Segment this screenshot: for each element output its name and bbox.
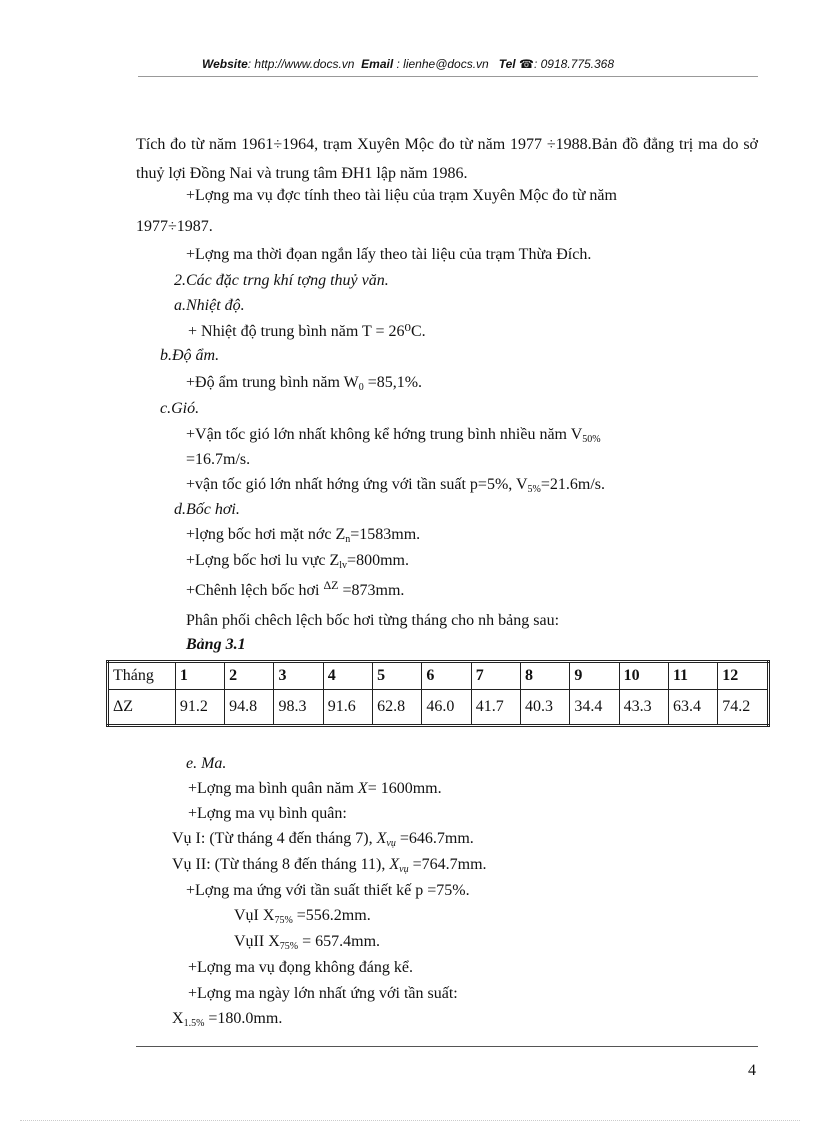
rain-line-1 [188, 779, 442, 799]
table-cell: 10 [619, 662, 668, 690]
table-cell: 4 [323, 662, 372, 690]
evap-3-text: +Chênh lệch bốc hơi [186, 582, 324, 599]
table-cell: 41.7 [471, 690, 520, 726]
header-rule [138, 76, 758, 77]
rain-line-2: +Lợng ma vụ bình quân: [188, 805, 347, 822]
table-cell: Tháng [108, 662, 176, 690]
delta-z-symbol: ΔZ [323, 578, 339, 592]
website-value: : http://www.docs.vn [247, 57, 355, 71]
table-cell: 40.3 [521, 690, 570, 726]
table-cell: 34.4 [570, 690, 619, 726]
evap-1-value: =1583mm. [350, 526, 421, 543]
table-cell: 43.3 [619, 690, 668, 726]
wind-1-sub: 50% [582, 434, 601, 445]
email-label: Email [361, 57, 394, 71]
humidity-text: +Độ ẩm trung bình năm W [186, 374, 359, 391]
crop-2-value: =764.7mm. [408, 856, 487, 873]
evap-3-value: =873mm. [338, 582, 405, 599]
table-cell: 7 [471, 662, 520, 690]
crop-1-sub: vụ [386, 838, 396, 849]
website-label: Website [201, 57, 248, 71]
table-header-row [108, 662, 769, 690]
phone-icon: ☎ [519, 57, 534, 71]
evap-2-text: +Lợng bốc hơi lu vực Z [186, 552, 340, 569]
crop-2-var: X [389, 856, 400, 873]
table-cell: 1 [175, 662, 224, 690]
v1-value: =556.2mm. [292, 907, 371, 924]
v2-text: VụII X [234, 933, 280, 950]
wind-2-value: =21.6m/s. [540, 476, 606, 493]
email-value: : lienhe@docs.vn [396, 57, 489, 71]
paragraph-1: Tích đo từ năm 1961÷1964, trạm Xuyên Mộc đo từ năm 1977 ÷1988.Bản đồ đẳng trị ma do sở thuỷ lợi Đồng Nai và trung tâm ĐH1 lập năm 1986. [136, 136, 758, 182]
footer-rule [136, 1046, 758, 1047]
crop-2-text: Vụ II: (Từ tháng 8 đến tháng 11), [172, 856, 390, 873]
max-daily-rain-line [172, 1009, 282, 1029]
wind-line-2 [186, 475, 605, 495]
table-intro: Phân phối chêch lệch bốc hơi từng tháng cho nh bảng sau: [186, 612, 560, 629]
crop-1-var: X [376, 830, 387, 847]
x15-sub: 1.5% [183, 1018, 205, 1029]
evap-1-text: +lợng bốc hơi mặt nớc Z [186, 526, 346, 543]
section-a-heading: a.Nhiệt độ. [174, 297, 245, 314]
rain-1-var: X [357, 780, 368, 797]
evap-2-sub: lv [339, 560, 348, 571]
table-cell: 63.4 [668, 690, 717, 726]
tel-value: : 0918.775.368 [533, 57, 615, 71]
page-number: 4 [748, 1062, 756, 1079]
table-row [108, 690, 769, 726]
table-cell: 9 [570, 662, 619, 690]
humidity-value: =85,1%. [363, 374, 423, 391]
table-cell: ΔZ [108, 690, 176, 726]
crop-1-line [172, 829, 474, 849]
section-e-heading: e. Ma. [186, 755, 227, 772]
page-header [0, 57, 816, 71]
section-2-heading: 2.Các đặc trng khí tợng thuỷ văn. [174, 272, 389, 289]
table-cell: 6 [422, 662, 471, 690]
paragraph-2b: 1977÷1987. [136, 218, 213, 235]
evaporation-table [106, 660, 770, 727]
rain-line-5: +Lợng ma ngày lớn nhất ứng với tần suất: [188, 985, 458, 1002]
paragraph-3: +Lợng ma thời đọan ngắn lấy theo tài liệu của trạm Thừa Đích. [186, 246, 592, 263]
table-cell: 46.0 [422, 690, 471, 726]
table-cell: 91.6 [323, 690, 372, 726]
wind-1-text: +Vận tốc gió lớn nhất không kể hớng trung bình nhiều năm V [186, 426, 583, 443]
table-cell: 11 [668, 662, 717, 690]
rain-line-4: +Lợng ma vụ đọng không đáng kể. [188, 959, 414, 976]
wind-line-1 [186, 425, 601, 445]
section-b-heading: b.Độ ẩm. [160, 347, 220, 364]
humidity-sub: 0 [358, 382, 364, 393]
rain-1-text: +Lợng ma bình quân năm [188, 780, 358, 797]
table-cell: 3 [274, 662, 323, 690]
table-cell: 2 [225, 662, 274, 690]
evaporation-line-1 [186, 525, 420, 545]
section-c-heading: c.Gió. [160, 400, 200, 417]
crop-2-sub: vụ [399, 864, 409, 875]
v1-sub: 75% [274, 915, 293, 926]
table-cell: 5 [373, 662, 422, 690]
crop-1-text: Vụ I: (Từ tháng 4 đến tháng 7), [172, 830, 377, 847]
evap-2-value: =800mm. [347, 552, 409, 569]
rain-line-3: +Lợng ma ứng với tần suất thiết kế p =75%. [186, 882, 470, 899]
evaporation-line-3 [186, 578, 405, 601]
wind-2-text: +vận tốc gió lớn nhất hớng ứng với tần suất p=5%, V [186, 476, 528, 493]
table-cell: 94.8 [225, 690, 274, 726]
x15-value: =180.0mm. [204, 1010, 283, 1027]
v2-sub: 75% [279, 941, 299, 952]
table-cell: 74.2 [718, 690, 769, 726]
v1-text: VụI X [234, 907, 275, 924]
section-d-heading: d.Bốc hơi. [174, 501, 240, 518]
tel-label: Tel [498, 57, 516, 71]
crop-1-value: =646.7mm. [395, 830, 474, 847]
wind-line-1-cont: =16.7m/s. [186, 451, 251, 468]
table-cell: 62.8 [373, 690, 422, 726]
temperature-line: + Nhiệt độ trung bình năm T = 26⁰C. [188, 323, 426, 340]
table-caption: Bảng 3.1 [186, 636, 246, 653]
x15-text: X [172, 1010, 184, 1027]
table-cell: 12 [718, 662, 769, 690]
humidity-line [186, 373, 422, 393]
v2-value: = 657.4mm. [298, 933, 381, 950]
paragraph-2a: +Lợng ma vụ đợc tính theo tài liệu của trạm Xuyên Mộc đo từ năm [186, 187, 617, 204]
crop-2-line [172, 855, 487, 875]
rain-1-value: = 1600mm. [367, 780, 442, 797]
wind-2-sub: 5% [527, 484, 541, 495]
crop-2-design-line [234, 932, 380, 952]
evaporation-line-2 [186, 551, 409, 571]
crop-1-design-line [234, 906, 371, 926]
evap-1-sub: n [345, 534, 351, 545]
table-cell: 8 [521, 662, 570, 690]
page-edge-divider [20, 1120, 800, 1121]
table-cell: 91.2 [175, 690, 224, 726]
table-cell: 98.3 [274, 690, 323, 726]
